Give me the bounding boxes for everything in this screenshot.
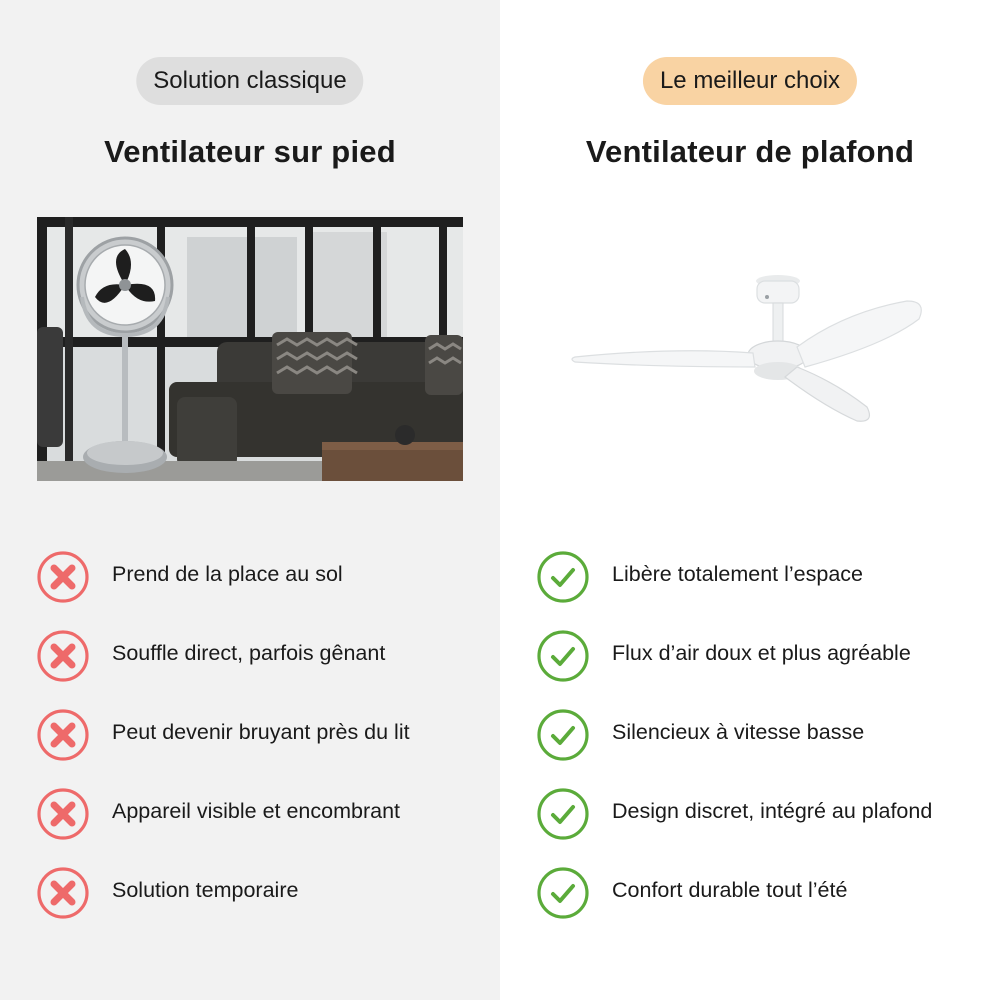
list-item-text: Libère totalement l’espace — [612, 562, 863, 586]
list-item — [0, 864, 500, 943]
drawbacks-list — [0, 548, 500, 943]
check-icon — [536, 629, 590, 683]
check-icon — [536, 708, 590, 762]
title-ceiling-fan: Ventilateur de plafond — [585, 134, 915, 169]
list-item-text: Silencieux à vitesse basse — [612, 720, 865, 744]
title-standing-fan: Ventilateur sur pied — [104, 134, 396, 169]
standing-fan-photo — [37, 217, 463, 481]
list-item — [0, 706, 500, 785]
cross-icon — [36, 708, 90, 762]
column-ceiling-fan — [500, 0, 1000, 1000]
list-item — [0, 548, 500, 627]
ceiling-fan-photo — [535, 217, 961, 481]
list-item-text: Peut devenir bruyant près du lit — [112, 720, 410, 744]
list-item — [500, 864, 1000, 943]
list-item-text: Souffle direct, parfois gênant — [112, 641, 386, 665]
list-item — [0, 627, 500, 706]
list-item — [500, 548, 1000, 627]
list-item-text: Design discret, intégré au plafond — [612, 799, 933, 823]
check-icon — [536, 550, 590, 604]
list-item — [500, 627, 1000, 706]
cross-icon — [36, 629, 90, 683]
badge-best-choice: Le meilleur choix — [643, 57, 857, 105]
list-item-text: Prend de la place au sol — [112, 562, 343, 586]
benefits-list — [500, 548, 1000, 943]
list-item — [500, 706, 1000, 785]
cross-icon — [36, 550, 90, 604]
cross-icon — [36, 866, 90, 920]
cross-icon — [36, 787, 90, 841]
check-icon — [536, 866, 590, 920]
list-item-text: Confort durable tout l’été — [612, 878, 848, 902]
check-icon — [536, 787, 590, 841]
list-item-text: Solution temporaire — [112, 878, 299, 902]
list-item — [500, 785, 1000, 864]
list-item-text: Appareil visible et encombrant — [112, 799, 401, 823]
badge-classic: Solution classique — [136, 57, 363, 105]
list-item-text: Flux d’air doux et plus agréable — [612, 641, 911, 665]
list-item — [0, 785, 500, 864]
